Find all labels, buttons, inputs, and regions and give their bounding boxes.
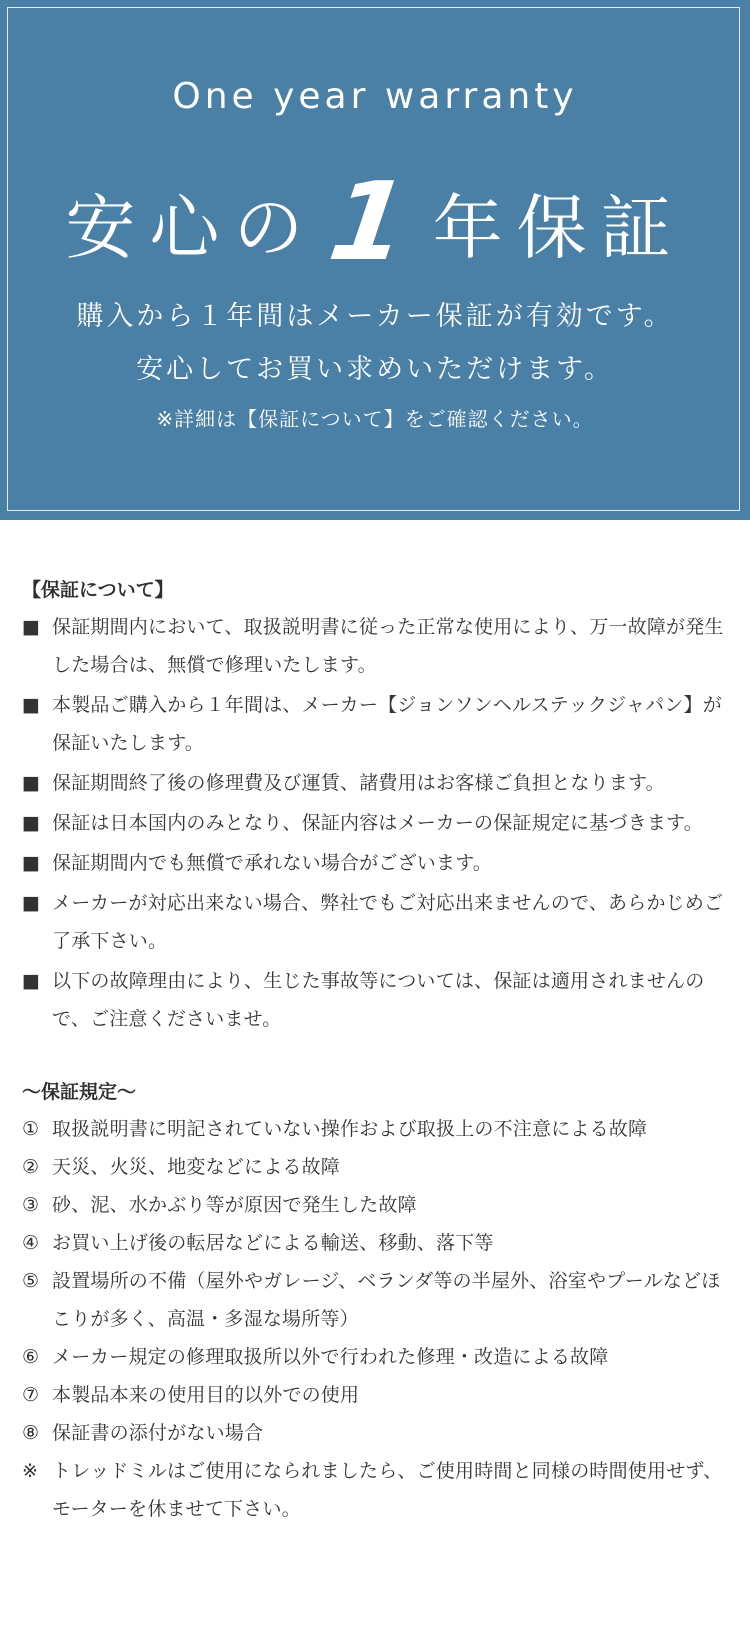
- square-bullet-icon: ■: [22, 812, 41, 834]
- rule-text: 取扱説明書に明記されていない操作および取扱上の不注意による故障: [52, 1118, 648, 1140]
- warranty-item-text: メーカーが対応出来ない場合、弊社でもご対応出来ませんので、あらかじめご了承下さい。: [52, 892, 724, 952]
- rule-number: ④: [22, 1232, 40, 1254]
- rule-text: 天災、火災、地変などによる故障: [52, 1156, 341, 1178]
- banner-headline: [0, 160, 750, 285]
- rule-text: 保証書の添付がない場合: [52, 1422, 264, 1444]
- warranty-banner: [0, 0, 750, 520]
- rule-item: [22, 1148, 728, 1186]
- square-bullet-icon: ■: [22, 970, 41, 992]
- banner-line-1: 購入から１年間はメーカー保証が有効です。: [76, 301, 674, 332]
- headline-suffix: 年保証: [432, 187, 685, 269]
- square-bullet-icon: ■: [22, 772, 41, 794]
- headline-number: 1: [322, 160, 416, 285]
- rule-number: ①: [22, 1118, 40, 1140]
- rule-item: [22, 1414, 728, 1452]
- rule-text: トレッドミルはご使用になられましたら、ご使用時間と同様の時間使用せず、モーターを休ませて下さい。: [52, 1460, 723, 1520]
- rules-section-title: 〜保証規定〜: [22, 1081, 137, 1103]
- rule-text: 設置場所の不備（屋外やガレージ、ベランダ等の半屋外、浴室やプールなどほこりが多く、高温・多湿な場所等）: [52, 1270, 721, 1330]
- rule-text: 砂、泥、水かぶり等が原因で発生した故障: [52, 1194, 417, 1216]
- warranty-item: [22, 844, 728, 882]
- warranty-item: [22, 686, 728, 762]
- rule-number: ②: [22, 1156, 40, 1178]
- warranty-item-text: 保証期間終了後の修理費及び運賃、諸費用はお客様ご負担となります。: [52, 772, 665, 794]
- warranty-item-text: 保証期間内において、取扱説明書に従った正常な使用により、万一故障が発生した場合は、無償で修理いたします。: [52, 616, 724, 676]
- warranty-item-text: 本製品ご購入から１年間は、メーカー【ジョンソンヘルステックジャパン】が保証いたします。: [52, 694, 722, 754]
- square-bullet-icon: ■: [22, 892, 41, 914]
- warranty-item: [22, 608, 728, 684]
- headline-prefix: 安心の: [65, 187, 318, 269]
- rule-number: ⑧: [22, 1422, 40, 1444]
- square-bullet-icon: ■: [22, 616, 41, 638]
- rule-item: [22, 1338, 728, 1376]
- warranty-item-text: 保証は日本国内のみとなり、保証内容はメーカーの保証規定に基づきます。: [52, 812, 703, 834]
- warranty-item-text: 保証期間内でも無償で承れない場合がございます。: [52, 852, 493, 874]
- note-marker: ※: [22, 1460, 39, 1482]
- warranty-item: [22, 962, 728, 1038]
- rule-item: [22, 1110, 728, 1148]
- rule-item: [22, 1452, 728, 1528]
- warranty-content: [22, 572, 728, 1528]
- rules-list: [22, 1110, 728, 1528]
- rule-item: [22, 1376, 728, 1414]
- rule-number: ⑥: [22, 1346, 40, 1368]
- warranty-bullet-list: [22, 608, 728, 1038]
- warranty-item-text: 以下の故障理由により、生じた事故等については、保証は適用されませんので、ご注意くださいませ。: [52, 970, 705, 1030]
- warranty-item: [22, 804, 728, 842]
- banner-note: ※詳細は【保証について】をご確認ください。: [156, 407, 594, 431]
- rule-number: ⑤: [22, 1270, 40, 1292]
- square-bullet-icon: ■: [22, 852, 41, 874]
- rule-item: [22, 1224, 728, 1262]
- warranty-item: [22, 764, 728, 802]
- rule-item: [22, 1186, 728, 1224]
- warranty-section-title: 【保証について】: [22, 579, 174, 601]
- rule-text: メーカー規定の修理取扱所以外で行われた修理・改造による故障: [52, 1346, 609, 1368]
- rule-text: 本製品本来の使用目的以外での使用: [52, 1384, 360, 1406]
- banner-eyebrow: One year warranty: [172, 76, 578, 117]
- rule-number: ⑦: [22, 1384, 40, 1406]
- rule-item: [22, 1262, 728, 1338]
- banner-line-2: 安心してお買い求めいただけます。: [136, 354, 614, 385]
- warranty-item: [22, 884, 728, 960]
- rule-text: お買い上げ後の転居などによる輸送、移動、落下等: [52, 1232, 494, 1254]
- square-bullet-icon: ■: [22, 694, 41, 716]
- rule-number: ③: [22, 1194, 40, 1216]
